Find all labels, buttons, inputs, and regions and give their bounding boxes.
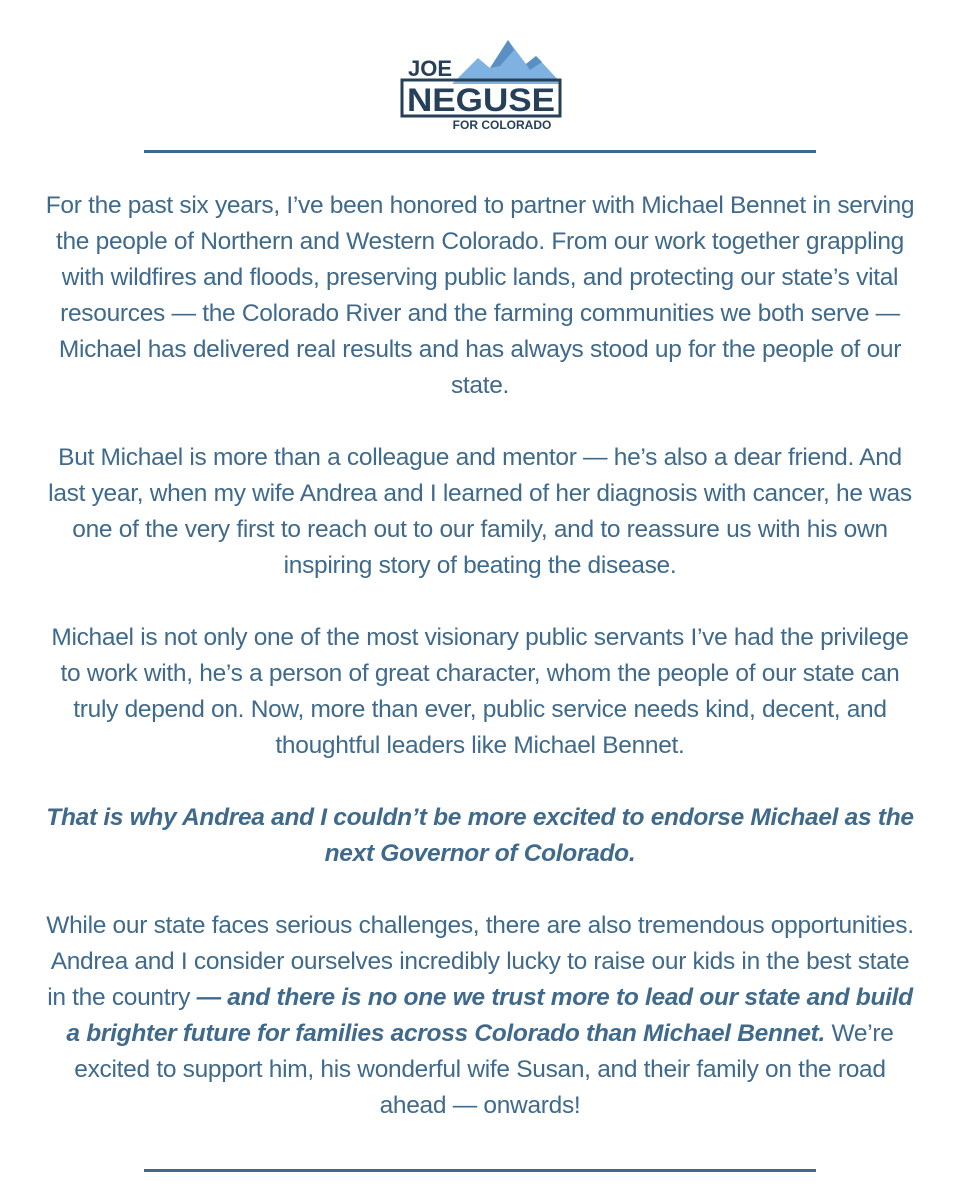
bottom-divider bbox=[144, 1169, 816, 1172]
paragraph-5 bbox=[40, 908, 920, 1124]
paragraph-1: For the past six years, I’ve been honored to partner with Michael Bennet in serving the people of Northern and Western Colorado. From our work together grappling with wildfires and floods, preserving public lands, and protecting our state’s vital resources — the Colorado River and the farming communities we both serve — Michael has delivered real results and has always stood up for the people of our state. bbox=[45, 192, 915, 399]
paragraph-5-start: While our state faces serious challenges, there are also tremendous opportunities. Andrea and I consider ourselves incredibly lucky to raise our kids in the best state in the country bbox=[46, 912, 914, 1011]
top-divider bbox=[144, 150, 816, 153]
logo-last-name: NEGUSE bbox=[407, 82, 555, 118]
paragraph-2: But Michael is more than a colleague and mentor — he’s also a dear friend. And last year, when my wife Andrea and I learned of her diagnosis with cancer, he was one of the very first to reach out to our family, and to reassure us with his own inspiring story of beating the disease. bbox=[48, 444, 912, 579]
mountain-logo-icon bbox=[390, 36, 570, 131]
paragraph-5-end: We’re excited to support him, his wonderful wife Susan, and their family on the road ahead — onwards! bbox=[74, 1020, 894, 1119]
logo-first-name: JOE bbox=[408, 56, 453, 81]
paragraph-3: Michael is not only one of the most visionary public servants I’ve had the privilege to work with, he’s a person of great character, whom the people of our state can truly depend on. Now, more than ever, public service needs kind, decent, and thoughtful leaders like Michael Bennet. bbox=[51, 624, 909, 759]
campaign-logo bbox=[0, 36, 960, 131]
paragraph-5-emphasis: — and there is no one we trust more to lead our state and build a brighter future for families across Colorado than Michael Bennet. bbox=[66, 984, 913, 1047]
endorsement-statement: That is why Andrea and I couldn’t be more excited to endorse Michael as the next Governor of Colorado. bbox=[46, 804, 914, 867]
endorsement-letter bbox=[40, 188, 920, 1160]
logo-tagline: FOR COLORADO bbox=[452, 118, 552, 131]
